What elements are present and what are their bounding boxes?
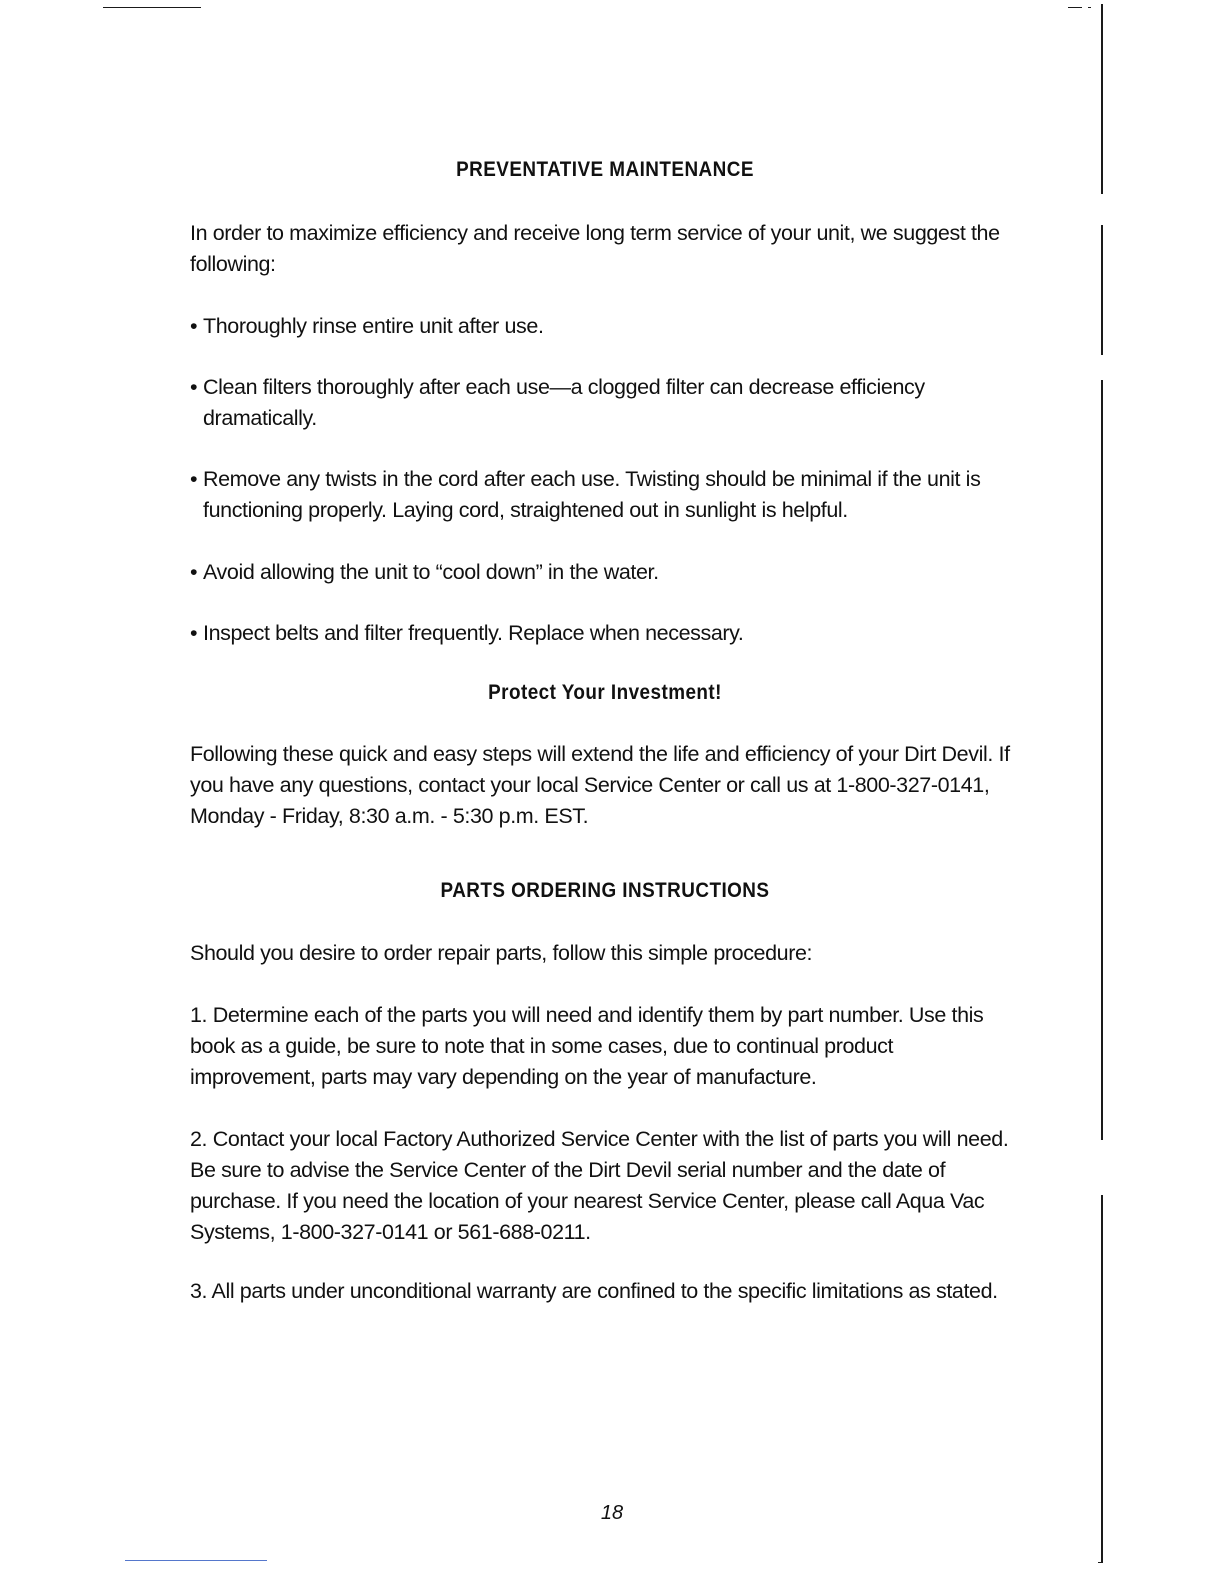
protect-investment-body: Following these quick and easy steps will extend the life and efficiency of your Dirt Devil. If you have any questions, contact your local Service Center or call us at 1-800-327-0141, Monday - Friday, 8:30 a.m. - 5:30 p.m. EST. <box>190 742 1010 828</box>
parts-ordering-step: 2. Contact your local Factory Authorized Service Center with the list of parts you will need. Be sure to advise the Service Center of the Dirt Devil serial number and the date of purchase. If you need the location of your nearest Service Center, please call Aqua Vac Systems, 1-800-327-0141 or 561-688-0211. <box>190 1127 1009 1244</box>
bullet-marker: • <box>190 621 198 645</box>
bullet-marker: • <box>190 467 198 491</box>
bullet-marker: • <box>190 560 198 584</box>
maintenance-bullet <box>190 311 1013 342</box>
bullet-text: Remove any twists in the cord after each use. Twisting should be minimal if the unit is functioning properly. Laying cord, straightened out in sunlight is helpful. <box>203 467 981 522</box>
parts-ordering-intro: Should you desire to order repair parts, follow this simple procedure: <box>190 941 813 965</box>
scan-edge-mark <box>125 1560 267 1561</box>
page-number: 18 <box>600 1502 624 1524</box>
page-edge-line <box>1101 380 1103 1140</box>
maintenance-bullet <box>190 557 1013 588</box>
parts-ordering-step: 1. Determine each of the parts you will need and identify them by part number. Use this book as a guide, be sure to note that in some cases, due to continual product improvement, parts may vary depending on the year of manufacture. <box>190 1003 984 1089</box>
bullet-text: Clean filters thoroughly after each use—a clogged filter can decrease efficiency dramatically. <box>203 375 925 430</box>
scan-edge-mark <box>103 7 201 8</box>
maintenance-bullet <box>190 464 1013 526</box>
maintenance-bullet <box>190 372 1013 434</box>
bullet-marker: • <box>190 375 198 399</box>
bullet-text: Avoid allowing the unit to “cool down” in the water. <box>203 560 659 584</box>
preventative-maintenance-heading: PREVENTATIVE MAINTENANCE <box>456 158 754 181</box>
page-edge-line <box>1101 225 1103 355</box>
preventative-intro: In order to maximize efficiency and receive long term service of your unit, we suggest the following: <box>190 221 1000 276</box>
scan-edge-mark <box>1068 7 1082 8</box>
parts-ordering-heading: PARTS ORDERING INSTRUCTIONS <box>440 879 770 902</box>
scan-edge-mark <box>1088 7 1091 8</box>
maintenance-bullet <box>190 618 1013 649</box>
bullet-text: Thoroughly rinse entire unit after use. <box>203 314 544 338</box>
parts-ordering-step: 3. All parts under unconditional warranty are confined to the specific limitations as stated. <box>190 1279 998 1303</box>
bullet-text: Inspect belts and filter frequently. Replace when necessary. <box>203 621 744 645</box>
page-edge-line <box>1101 4 1103 194</box>
protect-investment-heading: Protect Your Investment! <box>488 681 722 704</box>
bullet-marker: • <box>190 314 198 338</box>
